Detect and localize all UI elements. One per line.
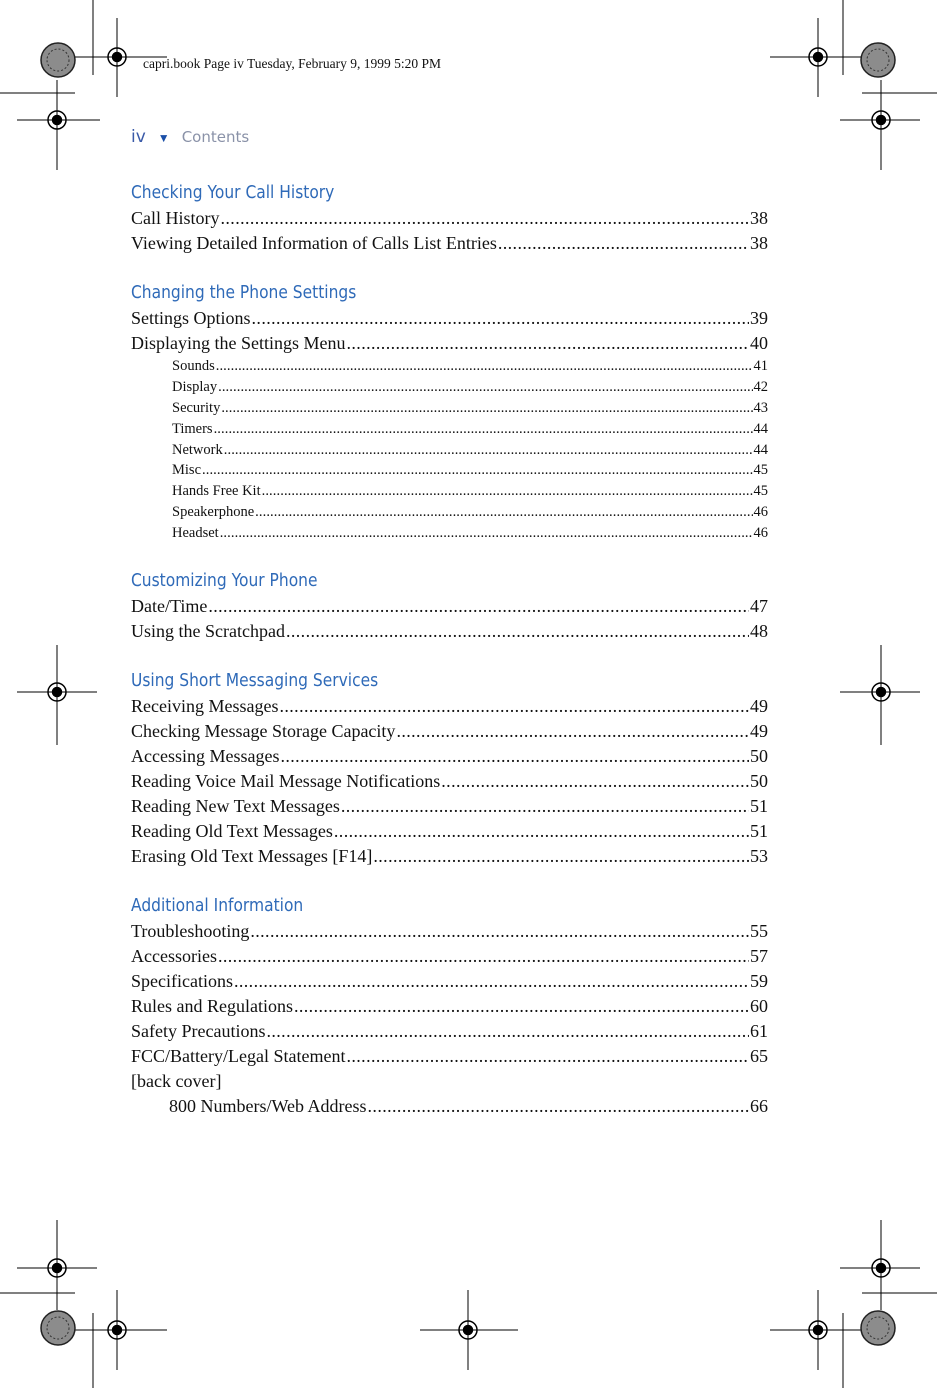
- toc-page-number: 48: [750, 621, 768, 642]
- toc-entry[interactable]: [131, 398, 768, 419]
- toc-entry[interactable]: [131, 231, 768, 256]
- toc-section: [131, 668, 768, 869]
- running-head-section: Contents: [181, 128, 250, 146]
- toc-entry-title: Accessing Messages: [131, 746, 280, 767]
- toc-entry-title: Receiving Messages: [131, 696, 279, 717]
- toc-page-number: 50: [750, 771, 768, 792]
- toc-entry-title: Call History: [131, 208, 220, 228]
- toc-section: [131, 180, 768, 256]
- toc-page-number: 44: [753, 441, 768, 458]
- toc-dot-leader: [218, 944, 749, 969]
- toc-dot-leader: [346, 1044, 749, 1069]
- toc-entry-title: 800 Numbers/Web Address: [169, 1096, 367, 1117]
- toc-entry[interactable]: [131, 356, 768, 377]
- toc-entry-title: Safety Precautions: [131, 1021, 266, 1042]
- toc-dot-leader: [279, 694, 749, 719]
- toc-page-number: 42: [753, 378, 768, 395]
- toc-entry[interactable]: [131, 1019, 768, 1044]
- toc-entry[interactable]: [131, 419, 768, 440]
- toc-page-number: 59: [750, 971, 768, 992]
- toc-plain-line: [back cover]: [131, 1071, 222, 1092]
- toc-entry-title: Headset: [172, 525, 219, 542]
- toc-dot-leader: [218, 377, 752, 398]
- toc-page-number: 38: [750, 208, 768, 228]
- toc-entry[interactable]: [131, 1044, 768, 1069]
- toc-entry[interactable]: [131, 794, 768, 819]
- toc-entry[interactable]: [131, 819, 768, 844]
- toc-entry[interactable]: [131, 619, 768, 644]
- toc-page-number: 51: [750, 821, 768, 842]
- toc-page-number: 50: [750, 746, 768, 767]
- toc-entry-title: Checking Message Storage Capacity: [131, 721, 396, 742]
- toc-page-number: 43: [753, 399, 768, 416]
- toc-entry[interactable]: [131, 844, 768, 869]
- toc-dot-leader: [216, 356, 753, 377]
- toc-entry[interactable]: [131, 969, 768, 994]
- toc-entry-title: Reading New Text Messages: [131, 796, 340, 817]
- toc-dot-leader: [347, 331, 750, 356]
- toc-dot-leader: [252, 306, 749, 331]
- toc-entry-title: Reading Voice Mail Message Notifications: [131, 771, 441, 792]
- toc-dot-leader: [396, 719, 749, 744]
- toc-entry[interactable]: [131, 719, 768, 744]
- toc-dot-leader: [294, 994, 749, 1019]
- toc-entry[interactable]: [131, 523, 768, 544]
- toc-page-number: 60: [750, 996, 768, 1017]
- toc-dot-leader: [214, 419, 753, 440]
- toc-entry-title: Date/Time: [131, 596, 208, 617]
- toc-section-heading: Customizing Your Phone: [131, 570, 318, 592]
- toc-entry-title: Specifications: [131, 971, 233, 992]
- toc-page-number: 45: [753, 462, 768, 479]
- toc-entry[interactable]: [131, 206, 768, 231]
- toc-dot-leader: [373, 844, 749, 869]
- toc-entry-title: Security: [172, 399, 221, 416]
- toc-dot-leader: [224, 440, 753, 461]
- toc-dot-leader: [250, 919, 749, 944]
- toc-entry-title: Displaying the Settings Menu: [131, 333, 346, 353]
- toc-entry-title: Speakerphone: [172, 504, 255, 521]
- toc-entry-title: Misc: [172, 462, 201, 479]
- toc-dot-leader: [368, 1094, 749, 1119]
- toc-page-number: 61: [750, 1021, 768, 1042]
- toc-dot-leader: [266, 1019, 749, 1044]
- toc-page-number: 41: [753, 358, 768, 374]
- toc-section-heading: Additional Information: [131, 895, 304, 917]
- toc-section: [131, 893, 768, 1119]
- toc-entry-title: Troubleshooting: [131, 921, 250, 942]
- page-number: iv: [131, 127, 146, 147]
- toc-dot-leader: [280, 744, 749, 769]
- toc-entry[interactable]: [131, 460, 768, 481]
- toc-page-number: 66: [750, 1096, 768, 1117]
- toc-entry[interactable]: [131, 944, 768, 969]
- toc-entry-title: Using the Scratchpad: [131, 621, 285, 642]
- print-slug-line: capri.book Page iv Tuesday, February 9, 1999 5:20 PM: [143, 56, 441, 71]
- toc-page-number: 49: [750, 696, 768, 717]
- toc-entry[interactable]: [131, 306, 768, 331]
- toc-entry[interactable]: [131, 1094, 768, 1119]
- toc-page-number: 57: [750, 946, 768, 967]
- toc-dot-leader: [498, 231, 749, 256]
- toc-entry[interactable]: [131, 994, 768, 1019]
- toc-section-heading: Changing the Phone Settings: [131, 282, 357, 303]
- toc-entry-title: Network: [172, 441, 223, 458]
- toc-entry-title: FCC/Battery/Legal Statement: [131, 1046, 346, 1067]
- toc-section: [131, 280, 768, 544]
- table-of-contents: [131, 180, 768, 1119]
- toc-dot-leader: [334, 819, 749, 844]
- toc-entry[interactable]: [131, 919, 768, 944]
- toc-entry[interactable]: [131, 502, 768, 523]
- toc-dot-leader: [202, 460, 753, 481]
- toc-entry[interactable]: [131, 377, 768, 398]
- toc-page-number: 65: [750, 1046, 768, 1067]
- toc-entry[interactable]: [131, 331, 768, 356]
- toc-entry-title: Erasing Old Text Messages [F14]: [131, 846, 373, 867]
- toc-page-number: 39: [750, 308, 768, 328]
- toc-page-number: 47: [750, 596, 768, 617]
- toc-entry-title: Accessories: [131, 946, 217, 967]
- toc-entry[interactable]: [131, 481, 768, 502]
- toc-dot-leader: [208, 594, 749, 619]
- toc-page-number: 44: [753, 420, 768, 437]
- toc-entry[interactable]: [131, 594, 768, 619]
- toc-dot-leader: [341, 794, 749, 819]
- toc-page-number: 49: [750, 721, 768, 742]
- toc-page-number: 53: [750, 846, 768, 867]
- toc-page-number: 51: [750, 796, 768, 817]
- toc-page-number: 38: [750, 233, 768, 253]
- toc-page-number: 46: [753, 525, 768, 542]
- toc-page-number: 45: [753, 483, 768, 500]
- toc-entry-title: Timers: [172, 420, 213, 437]
- toc-entry-title: Sounds: [172, 358, 215, 374]
- toc-dot-leader: [441, 769, 749, 794]
- toc-entry-title: Settings Options: [131, 308, 251, 328]
- toc-section-heading: Using Short Messaging Services: [131, 670, 379, 692]
- toc-entry-title: Rules and Regulations: [131, 996, 293, 1017]
- toc-entry[interactable]: [131, 744, 768, 769]
- toc-dot-leader: [221, 398, 752, 419]
- triangle-down-icon: ▼: [157, 130, 170, 145]
- toc-dot-leader: [221, 206, 750, 231]
- toc-dot-leader: [262, 481, 753, 502]
- running-head: [131, 125, 249, 149]
- toc-section-heading: Checking Your Call History: [131, 182, 335, 203]
- toc-dot-leader: [255, 502, 752, 523]
- toc-entry[interactable]: [131, 769, 768, 794]
- toc-entry-title: Display: [172, 378, 218, 395]
- toc-page-number: 40: [750, 333, 768, 353]
- toc-dot-leader: [234, 969, 749, 994]
- toc-entry[interactable]: [131, 694, 768, 719]
- toc-dot-leader: [286, 619, 749, 644]
- toc-entry-title: Viewing Detailed Information of Calls List Entries: [131, 233, 497, 253]
- toc-entry-title: Hands Free Kit: [172, 483, 261, 500]
- toc-entry[interactable]: [131, 440, 768, 461]
- toc-page-number: 46: [753, 504, 768, 521]
- toc-page-number: 55: [750, 921, 768, 942]
- toc-dot-leader: [220, 523, 753, 544]
- toc-entry-title: Reading Old Text Messages: [131, 821, 333, 842]
- toc-section: [131, 568, 768, 644]
